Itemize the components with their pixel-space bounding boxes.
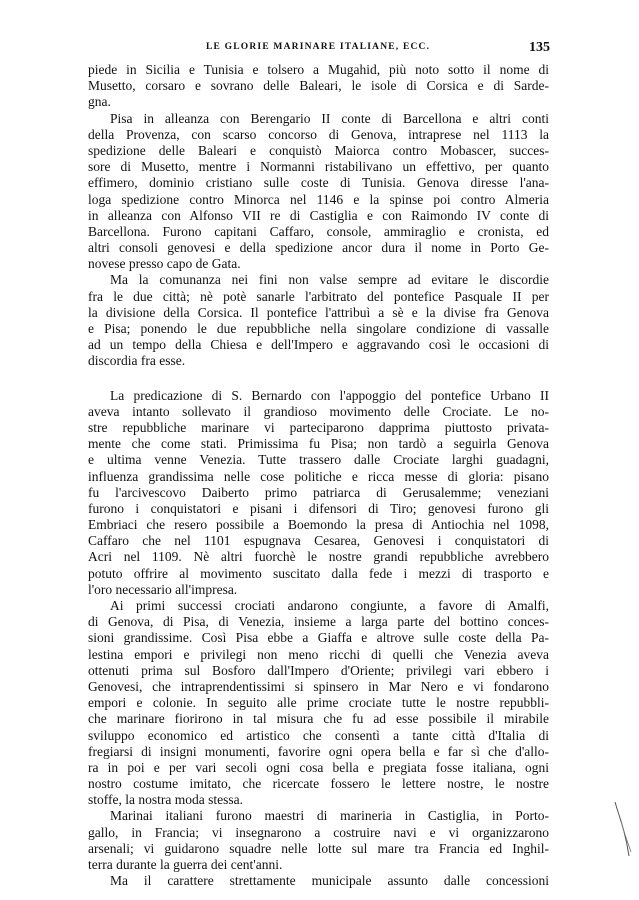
paragraph (88, 808, 549, 873)
text-line: spedizione delle Baleari e conquistò Maiorca contro Mobascer, succes- (88, 142, 549, 158)
text-line: ottenuti prima sul Bosforo dall'Impero d'Oriente; privilegi vari ebbero i (88, 662, 549, 678)
text-line: Genovesi, che intraprendentissimi si spinsero in Mar Nero e vi fondarono (88, 678, 549, 694)
text-line: Barcellona. Furono capitani Caffaro, console, ammiraglio e cronista, ed (88, 223, 549, 239)
text-line: altri consoli genovesi e della spedizione ancor dura il nome in Porto Ge- (88, 240, 549, 256)
text-line: sviluppo economico ed artistico che consentì a tante città d'Italia di (88, 727, 549, 743)
text-line: Embriaci che resero possibile a Boemondo la presa di Antiochia nel 1098, (88, 517, 549, 533)
text-line: Ma il carattere strettamente municipale assunto dalle concessioni (110, 873, 549, 889)
text-line: e Pisa; ponendo le due repubbliche nella singolare condizione di vassalle (88, 321, 549, 336)
text-line: Ai primi successi crociati andarono congiunte, a favore di Amalfi, (110, 598, 549, 613)
paragraph (88, 111, 549, 273)
text-line: gna. (88, 94, 111, 110)
paragraph (88, 598, 549, 808)
text-line: stoffe, la nostra moda stessa. (88, 792, 243, 808)
text-line: arsenali; vi guidarono squadre nelle lotte sul mare tra Francia ed Inghil- (88, 840, 549, 856)
text-line: la divisione della Corsica. Il pontefice l'attribuì a sè e la divise fra Genova (88, 304, 549, 320)
running-header (60, 40, 550, 58)
page-edge-mark (613, 800, 633, 860)
text-line: influenza grandissima nelle cose politiche e ricca messe di gloria: pisano (88, 468, 549, 484)
text-line: Pisa in alleanza con Berengario II conte di Barcellona e altri conti (110, 110, 549, 126)
text-line: in alleanza con Alfonso VII re di Castiglia e con Raimondo IV conte di (88, 207, 549, 223)
text-line: aveva intanto sollevato il grandioso movimento delle Crociate. Le no- (88, 403, 549, 419)
text-line: l'oro necessario all'impresa. (88, 581, 238, 597)
text-line: sore di Musetto, mentre i Normanni ristabilivano un effettivo, per quanto (88, 159, 549, 175)
text-line: fregiarsi di insigni monumenti, favorire ogni opera bella e far sì che d'allo- (88, 743, 549, 759)
text-line: e ultima venne Venezia. Tutte trassero dalle Crociate larghi guadagni, (88, 452, 549, 468)
text-line: novese presso capo de Gata. (88, 256, 241, 272)
text-line: piede in Sicilia e Tunisia e tolsero a Mugahid, più noto sotto il nome di (88, 62, 549, 77)
body-text (88, 62, 549, 889)
text-line: di Genova, di Pisa, di Venezia, insieme a larga parte del bottino conces- (88, 614, 549, 630)
paragraph (88, 272, 549, 369)
text-line: potuto offrire al movimento suscitato dalla fede i mezzi di trasporto e (88, 565, 549, 581)
running-title: LE GLORIE MARINARE ITALIANE, ECC. (206, 42, 431, 52)
text-line: discordia fra esse. (88, 353, 186, 369)
text-line: Acri nel 1109. Nè altri fuorchè le nostre grandi repubbliche avrebbero (88, 549, 549, 565)
paragraph (88, 62, 549, 111)
paragraph (88, 388, 549, 598)
text-line: Musetto, corsaro e sovrano delle Baleari, le isole di Corsica e di Sarde- (88, 78, 549, 94)
text-line: La predicazione di S. Bernardo con l'appoggio del pontefice Urbano II (110, 387, 549, 403)
text-line: Ma la comunanza nei fini non valse sempre ad evitare le discordie (110, 272, 549, 288)
text-line: effimero, dominio cristiano sulle coste di Tunisia. Genova diresse l'ana- (88, 175, 549, 191)
paragraph (88, 873, 549, 889)
text-line: ad un tempo della Chiesa e dell'Impero e aggravando così le occasioni di (88, 337, 549, 353)
text-line: sioni grandissime. Così Pisa ebbe a Giaffa e altrove sulle coste della Pa- (88, 630, 549, 646)
text-line: loga spedizione contro Minorca nel 1146 e la spinse poi contro Almeria (88, 191, 549, 207)
text-line: lestina empori e privilegi non meno ricchi di quelli che Venezia aveva (88, 646, 549, 662)
text-line: della Provenza, con scarso concorso di Genova, intraprese nel 1113 la (88, 126, 549, 142)
text-line: mente che come stati. Primissima fu Pisa; non tardò a seguirla Genova (88, 436, 549, 452)
text-line: gallo, in Francia; vi insegnarono a costruire navi e vi organizzarono (88, 824, 549, 840)
text-line: terra durante la guerra dei cent'anni. (88, 857, 283, 872)
text-line: fra le due città; nè potè sanarle l'arbitrato del pontefice Pasquale II per (88, 288, 549, 304)
text-line: empori e colonie. In seguito alle prime crociate tutte le nostre repubbli- (88, 695, 549, 711)
text-line: fu l'arcivescovo Daiberto primo patriarca di Gerusalemme; veneziani (88, 484, 549, 500)
text-line: Marinai italiani furono maestri di marineria in Castiglia, in Porto- (110, 808, 549, 824)
text-line: Caffaro che nel 1101 espugnava Cesarea, Genovesi i conquistatori di (88, 533, 549, 549)
text-line: che marinare fiorirono in tal misura che fu ad esse possibile il mirabile (88, 711, 549, 727)
text-line: stre repubbliche marinare vi parteciparono dapprima piuttosto privata- (88, 419, 549, 435)
section-break (88, 370, 549, 388)
text-line: nostro costume imitato, che ricercate fossero le lettere nostre, le nostre (88, 776, 549, 792)
page-number: 135 (529, 40, 550, 55)
text-line: furono i conquistatori e pisani i difensori di Tiro; genovesi furono gli (88, 500, 549, 516)
text-line: ra in poi e per vari secoli ogni cosa bella e pregiata fosse italiana, ogni (88, 759, 549, 775)
